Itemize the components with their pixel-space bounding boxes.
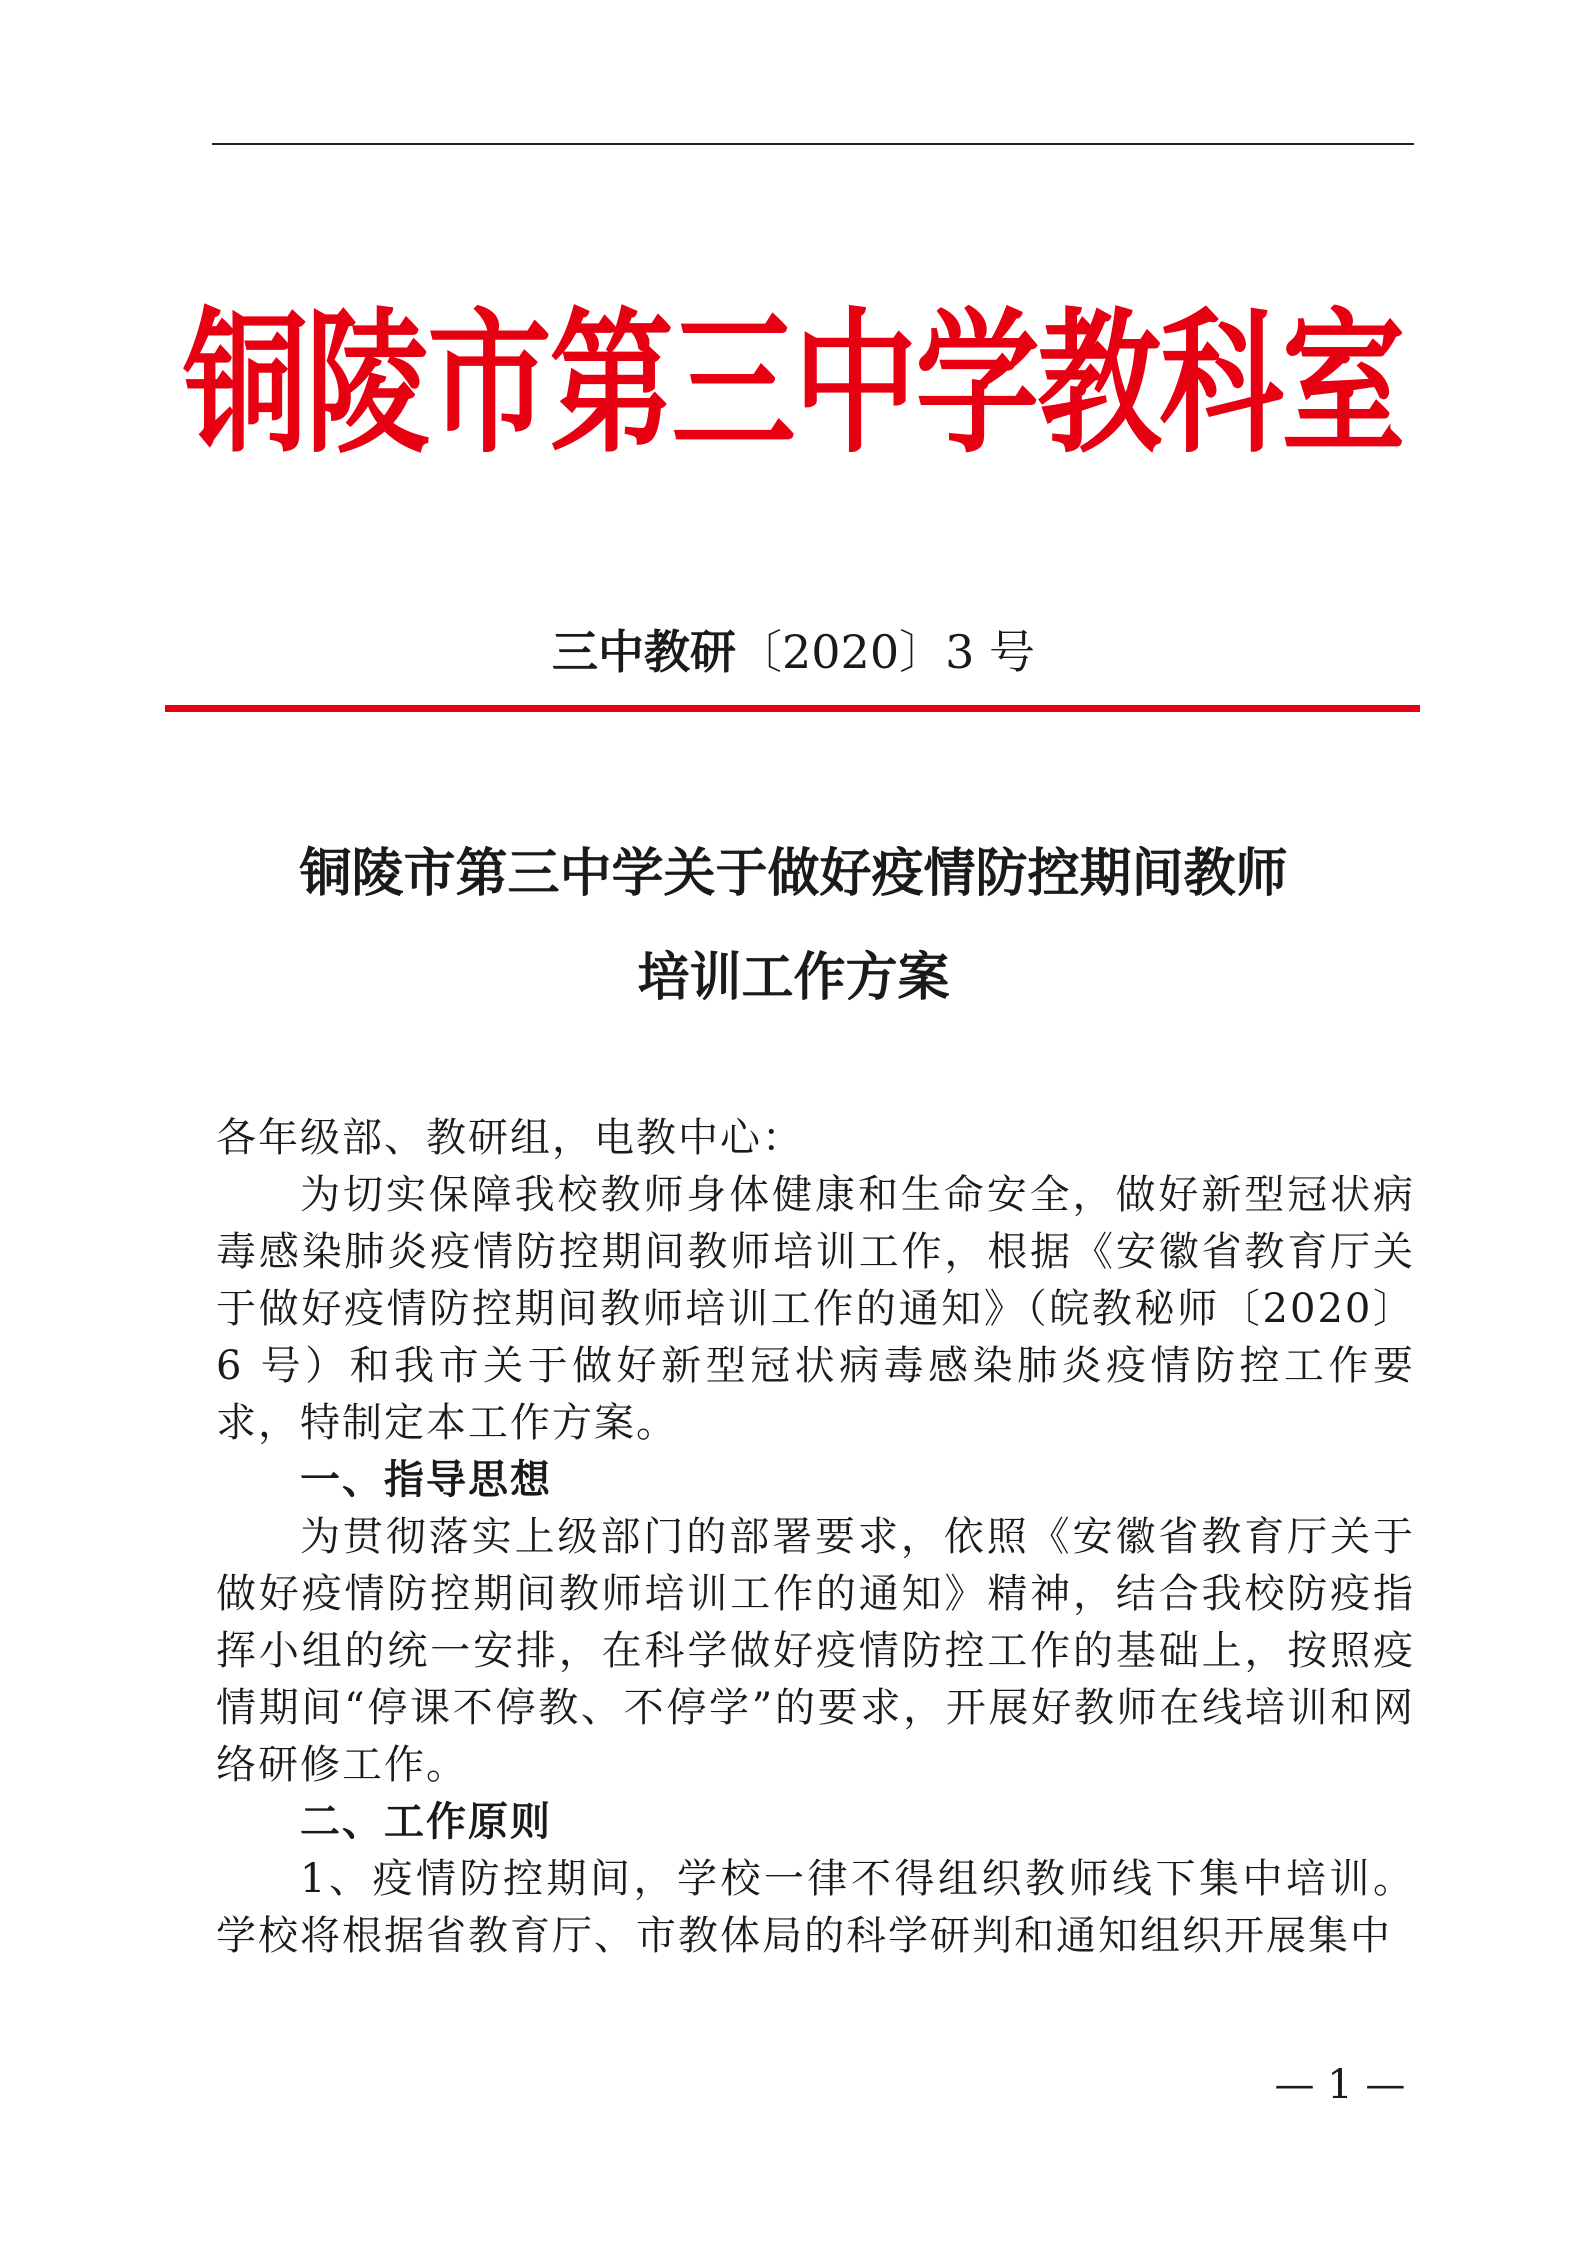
masthead xyxy=(0,295,1587,475)
intro-paragraph: 为切实保障我校教师身体健康和生命安全，做好新型冠状病毒感染肺炎疫情防控期间教师培训工作，根据《安徽省教育厅关于做好疫情防控期间教师培训工作的通知》（皖教秘师〔2020〕6 号）和我市关于做好新型冠状病毒感染肺炎疫情防控工作要求，特制定本工作方案。 xyxy=(216,1172,1415,1446)
document-number-value: 〔2020〕3 号 xyxy=(736,625,1035,679)
title-line-1: 铜陵市第三中学关于做好疫情防控期间教师 xyxy=(299,844,1288,904)
header-rule xyxy=(212,143,1414,145)
section-heading-work-principles: 二、工作原则 xyxy=(300,1799,552,1845)
title-line-2: 培训工作方案 xyxy=(637,948,950,1008)
document-number xyxy=(0,622,1587,682)
page-number: — 1 — xyxy=(1274,2062,1406,2108)
document-body xyxy=(216,1110,1415,1965)
document-number-label: 三中教研 xyxy=(552,625,737,679)
section-heading-guiding-ideology: 一、指导思想 xyxy=(300,1457,552,1503)
salutation: 各年级部、教研组，电教中心： xyxy=(216,1115,804,1161)
masthead-text: 铜陵市第三中学教科室 xyxy=(183,295,1404,475)
red-divider xyxy=(165,705,1420,712)
document-title xyxy=(0,838,1587,1046)
guiding-ideology-paragraph: 为贯彻落实上级部门的部署要求，依照《安徽省教育厅关于做好疫情防控期间教师培训工作的通知》精神，结合我校防疫指挥小组的统一安排，在科学做好疫情防控工作的基础上，按照疫情期间“停课不停教、不停学”的要求，开展好教师在线培训和网络研修工作。 xyxy=(216,1514,1415,1788)
work-principles-paragraph: 1、疫情防控期间，学校一律不得组织教师线下集中培训。学校将根据省教育厅、市教体局的科学研判和通知组织开展集中 xyxy=(216,1856,1415,1959)
